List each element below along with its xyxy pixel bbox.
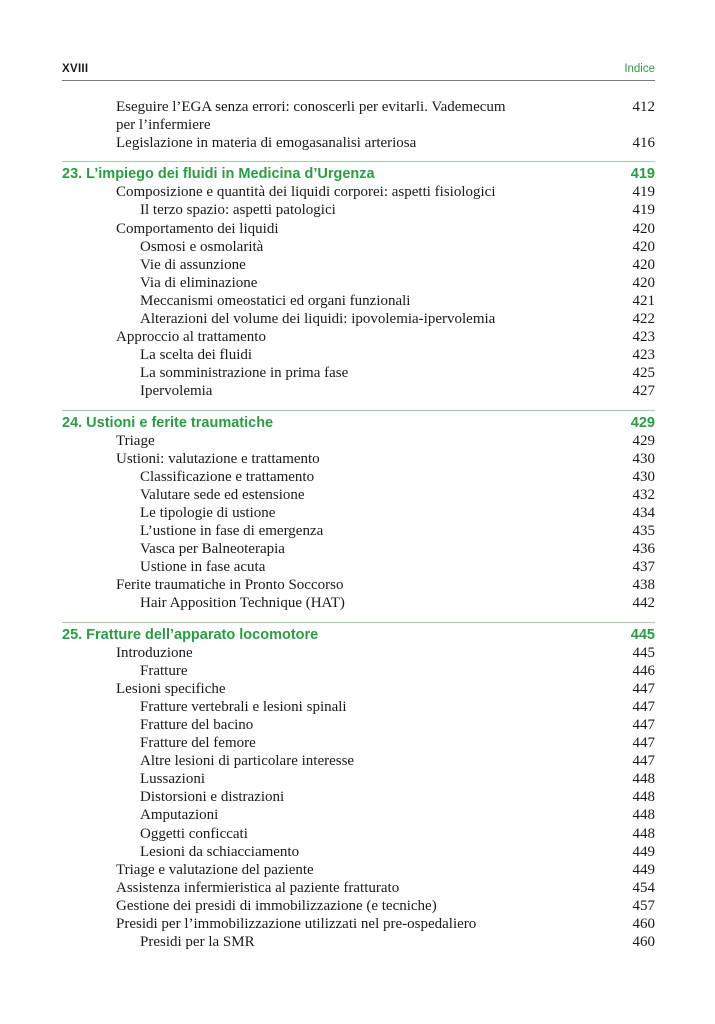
entry-title: Ustione in fase acuta — [140, 559, 266, 576]
entry-title: Gestione dei presidi di immobilizzazione (e tecniche) — [116, 897, 437, 914]
entry-title: Introduzione — [116, 644, 193, 661]
entry-page: 423 — [632, 347, 655, 364]
entry-page: 448 — [632, 771, 655, 788]
entry-page: 420 — [632, 256, 655, 273]
entry-title: Le tipologie di ustione — [140, 504, 276, 521]
chapter-divider — [62, 410, 655, 411]
entry-title: Composizione e quantità dei liquidi corporei: aspetti fisiologici — [116, 184, 496, 201]
entry-page: 447 — [632, 698, 655, 715]
entry-title: Lesioni specifiche — [116, 680, 226, 697]
entry-page: 436 — [632, 541, 655, 558]
entry-page: 460 — [632, 916, 655, 932]
entry-page: 446 — [632, 662, 655, 679]
entry-title: La scelta dei fluidi — [140, 347, 253, 364]
entry-title: Assistenza infermieristica al paziente fratturato — [116, 879, 400, 896]
entry-page: 423 — [632, 329, 655, 346]
entry-title: Il terzo spazio: aspetti patologici — [140, 202, 336, 219]
entry-title: Osmosi e osmolarità — [140, 238, 264, 255]
chapter-divider — [62, 622, 655, 623]
entry-page: 442 — [632, 595, 655, 612]
chapter-title: 24. Ustioni e ferite traumatiche — [62, 414, 274, 431]
entry-page: 438 — [632, 577, 655, 594]
entry-title: Presidi per l’immobilizzazione utilizzati nel pre-ospedaliero — [116, 916, 477, 932]
entry-title: Ipervolemia — [140, 383, 213, 400]
entry-page: 447 — [632, 716, 655, 733]
entry-title: Comportamento dei liquidi — [116, 220, 279, 237]
entry-title: Legislazione in materia di emogasanalisi arteriosa — [116, 135, 417, 152]
entry-page: 448 — [632, 789, 655, 806]
entry-title: Lussazioni — [140, 771, 205, 788]
entry-page: 430 — [632, 450, 655, 467]
entry-page: 447 — [632, 753, 655, 770]
entry-title: Ustioni: valutazione e trattamento — [116, 450, 320, 467]
entry-page: 447 — [632, 680, 655, 697]
entry-page: 421 — [632, 292, 655, 309]
entry-page: 449 — [632, 861, 655, 878]
entry-title: Fratture — [140, 662, 188, 679]
chapter-page: 419 — [630, 166, 655, 183]
entry-page: 419 — [632, 202, 655, 219]
entry-title: Hair Apposition Technique (HAT) — [140, 595, 345, 612]
entry-page: 457 — [632, 897, 655, 914]
entry-title: Meccanismi omeostatici ed organi funzionali — [140, 292, 411, 309]
entry-page: 460 — [632, 934, 655, 951]
entry-page: 447 — [632, 735, 655, 751]
entry-page: 434 — [632, 504, 655, 521]
entry-title: Vasca per Balneoterapia — [140, 541, 285, 558]
entry-page: 454 — [632, 879, 655, 896]
page-header — [62, 62, 655, 81]
chapter-title: 23. L’impiego dei fluidi in Medicina d’Urgenza — [62, 166, 375, 183]
entry-page: 430 — [632, 468, 655, 485]
entry-title: Lesioni da schiacciamento — [140, 843, 300, 860]
entry-page: 435 — [632, 523, 655, 539]
entry-title: Amputazioni — [140, 807, 219, 824]
entry-page: 427 — [632, 383, 655, 400]
entry-title: Vie di assunzione — [140, 256, 246, 273]
entry-page: 420 — [632, 274, 655, 291]
chapter-title: 25. Fratture dell’apparato locomotore — [62, 626, 319, 643]
entry-title: Distorsioni e distrazioni — [140, 789, 285, 806]
entry-page: 412 — [632, 99, 655, 115]
entry-title: Fratture del bacino — [140, 716, 254, 733]
entry-title: Triage — [116, 432, 155, 449]
entry-page: 448 — [632, 807, 655, 824]
entry-page: 429 — [632, 432, 655, 449]
entry-title: Oggetti conficcati — [140, 825, 248, 842]
entry-title: Fratture del femore — [140, 735, 256, 751]
entry-page: 420 — [632, 238, 655, 255]
entry-page: 425 — [632, 365, 655, 382]
entry-page: 432 — [632, 486, 655, 503]
entry-title: La somministrazione in prima fase — [140, 365, 349, 382]
running-title: Indice — [624, 63, 655, 75]
entry-title: Presidi per la SMR — [140, 934, 255, 951]
chapter-page: 429 — [630, 414, 655, 431]
entry-page: 416 — [632, 135, 655, 152]
entry-page: 420 — [632, 220, 655, 237]
entry-page: 437 — [632, 559, 655, 576]
page-number: XVIII — [62, 63, 89, 75]
entry-title: per l’infermiere — [116, 117, 211, 134]
entry-title: Triage e valutazione del paziente — [116, 861, 314, 878]
chapter-page: 445 — [630, 626, 655, 643]
entry-title: Alterazioni del volume dei liquidi: ipovolemia-ipervolemia — [140, 311, 496, 327]
entry-page: 419 — [632, 184, 655, 201]
entry-title: Classificazione e trattamento — [140, 468, 315, 485]
entry-page: 448 — [632, 825, 655, 842]
chapter-divider — [62, 161, 655, 162]
entry-page: 445 — [632, 644, 655, 661]
entry-title: Via di eliminazione — [140, 274, 258, 291]
entry-page: 422 — [632, 311, 655, 327]
entry-title: Altre lesioni di particolare interesse — [140, 753, 355, 770]
entry-title: Eseguire l’EGA senza errori: conoscerli per evitarli. Vademecum — [116, 99, 506, 115]
entry-title: Fratture vertebrali e lesioni spinali — [140, 698, 347, 715]
entry-title: Valutare sede ed estensione — [140, 486, 305, 503]
entry-title: L’ustione in fase di emergenza — [140, 523, 324, 539]
entry-title: Approccio al trattamento — [116, 329, 266, 346]
entry-title: Ferite traumatiche in Pronto Soccorso — [116, 577, 344, 594]
entry-page: 449 — [632, 843, 655, 860]
